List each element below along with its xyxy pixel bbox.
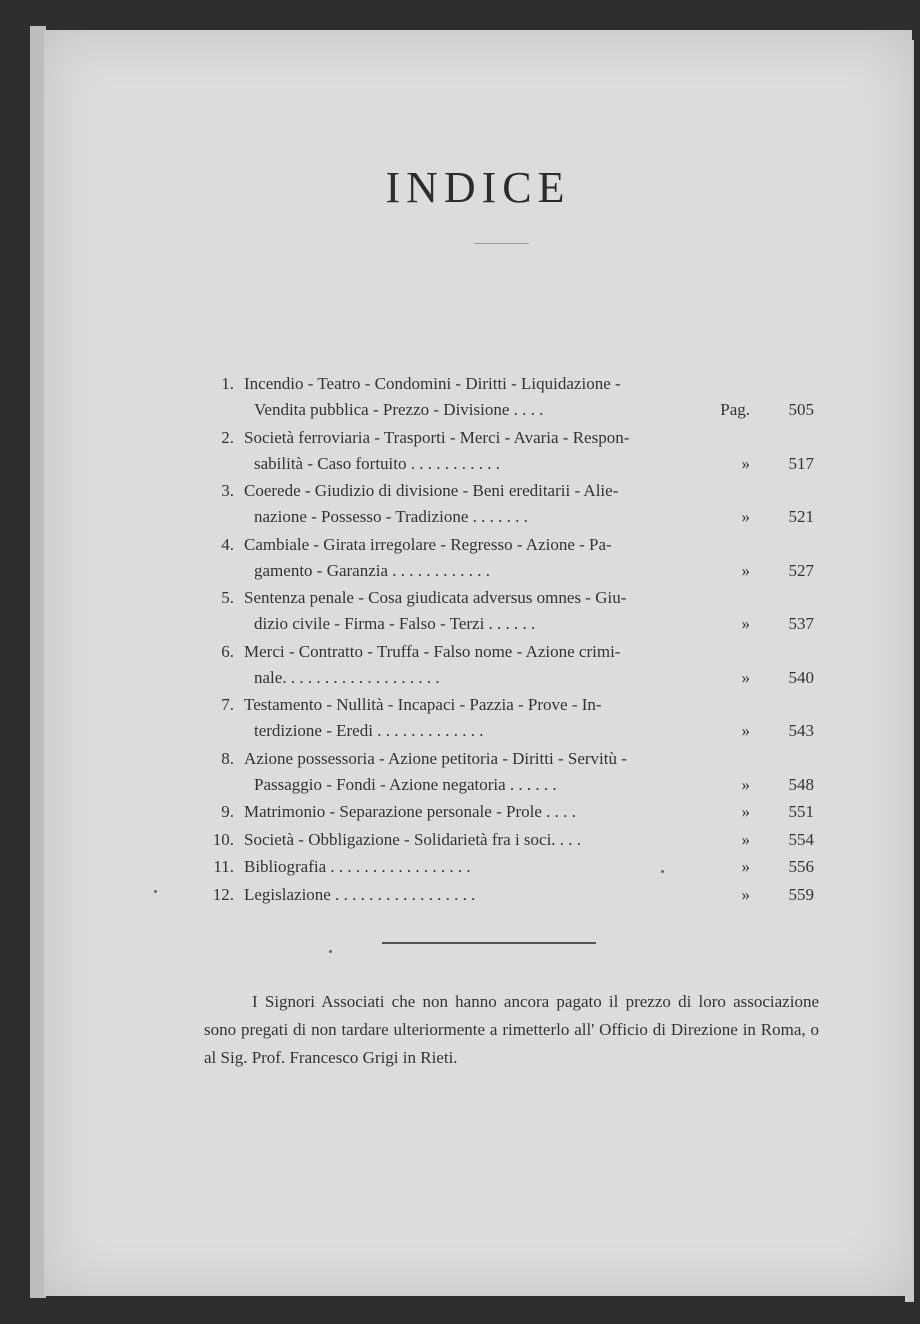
toc-line [204, 397, 814, 423]
toc-entry [204, 854, 814, 880]
print-speck [661, 870, 664, 873]
toc-line [204, 854, 814, 880]
toc-entry-text-continued: dizio civile - Firma - Falso - Terzi . . . . . . [254, 614, 536, 633]
toc-page-number: 517 [788, 453, 814, 473]
toc-entry [204, 746, 814, 798]
toc-entry [204, 827, 814, 853]
toc-line [204, 718, 814, 744]
toc-page-marker: » [741, 614, 750, 633]
toc-entry-number: 10. [212, 829, 234, 849]
toc-line [204, 425, 814, 451]
toc-page-number: 543 [788, 721, 814, 740]
toc-entry-text: Società ferroviaria - Trasporti - Merci - Avaria - Respon- [244, 427, 630, 447]
toc-page-number: 551 [788, 802, 814, 821]
subscription-notice: I Signori Associati che non hanno ancora pagato il prezzo di loro associazione sono pregati di non tardare ulteriormente a rimetterlo all' Officio di Direzione in Roma, o al Sig. Prof. Francesco Grigi in Rieti. [204, 992, 819, 1067]
toc-page-marker: » [741, 721, 750, 740]
toc-page-marker: » [741, 453, 750, 473]
toc-entry-text: Sentenza penale - Cosa giudicata adversus omnes - Giu- [244, 588, 627, 607]
toc-page-marker: » [741, 774, 750, 794]
toc-entry-text: Bibliografia . . . . . . . . . . . . . . . . . [244, 857, 471, 876]
toc-line [204, 532, 814, 558]
toc-line [204, 611, 814, 637]
toc-entry [204, 692, 814, 744]
toc-page-number: 521 [788, 507, 814, 526]
toc-entry-number: 1. [221, 374, 234, 393]
toc-entry-text: Coerede - Giudizio di divisione - Beni ereditarii - Alie- [244, 481, 619, 500]
toc-entry-text-continued: Vendita pubblica - Prezzo - Divisione . . . . [254, 400, 544, 419]
toc-page-marker: » [741, 857, 750, 876]
toc-line [204, 639, 814, 665]
toc-page-number: 527 [788, 560, 814, 580]
toc-entry-text-continued: nale. . . . . . . . . . . . . . . . . . . [254, 667, 440, 687]
toc-line [204, 772, 814, 798]
toc-line [204, 478, 814, 504]
print-speck [329, 950, 332, 953]
toc-line [204, 665, 814, 691]
toc-entry-text-continued: gamento - Garanzia . . . . . . . . . . . . [254, 560, 491, 580]
toc-entry-number: 9. [221, 802, 234, 821]
toc-page-number: 554 [788, 829, 814, 849]
toc-line [204, 558, 814, 584]
toc-entry-number: 12. [212, 884, 234, 904]
toc-line [204, 746, 814, 772]
toc-entry-text-continued: Passaggio - Fondi - Azione negatoria . . . . . . [254, 774, 557, 794]
toc-entry [204, 799, 814, 825]
table-of-contents [204, 371, 814, 909]
toc-page-marker: » [741, 667, 750, 687]
section-divider [382, 942, 596, 944]
title-divider [474, 243, 529, 244]
toc-entry-text: Società - Obbligazione - Solidarietà fra i soci. . . . [244, 829, 582, 849]
page-title: INDICE [385, 163, 571, 212]
toc-entry-text-continued: nazione - Possesso - Tradizione . . . . . . . [254, 507, 528, 526]
toc-entry [204, 425, 814, 477]
toc-entry-text-continued: sabilità - Caso fortuito . . . . . . . . . . . [254, 453, 501, 473]
toc-entry-number: 11. [213, 857, 234, 876]
toc-page-marker: » [741, 507, 750, 526]
toc-page-marker: » [741, 884, 750, 904]
toc-entry-number: 8. [221, 748, 234, 768]
toc-entry-text: Matrimonio - Separazione personale - Prole . . . . [244, 802, 576, 821]
toc-line [204, 451, 814, 477]
toc-page-marker: » [741, 829, 750, 849]
toc-entry [204, 882, 814, 908]
print-speck [154, 890, 157, 893]
toc-page-marker: » [741, 802, 750, 821]
toc-page-number: 537 [788, 614, 814, 633]
toc-entry-number: 4. [221, 534, 234, 554]
toc-line [204, 827, 814, 853]
toc-entry [204, 371, 814, 423]
toc-entry-text: Cambiale - Girata irregolare - Regresso - Azione - Pa- [244, 534, 612, 554]
toc-entry [204, 585, 814, 637]
toc-page-number: 559 [788, 884, 814, 904]
toc-line [204, 585, 814, 611]
toc-page-marker: » [741, 560, 750, 580]
toc-page-number: 548 [788, 774, 814, 794]
toc-entry-text: Merci - Contratto - Truffa - Falso nome - Azione crimi- [244, 641, 621, 661]
toc-entry-text: Testamento - Nullità - Incapaci - Pazzia - Prove - In- [244, 695, 602, 714]
toc-entry-number: 6. [221, 641, 234, 661]
toc-line [204, 692, 814, 718]
toc-line [204, 504, 814, 530]
toc-page-number: 505 [788, 400, 814, 419]
toc-entry-text: Incendio - Teatro - Condomini - Diritti - Liquidazione - [244, 374, 621, 393]
toc-page-number: 540 [788, 667, 814, 687]
toc-line [204, 799, 814, 825]
toc-page-number: 556 [788, 857, 814, 876]
toc-entry-text: Legislazione . . . . . . . . . . . . . . . . . [244, 884, 476, 904]
toc-entry-number: 5. [221, 588, 234, 607]
toc-entry [204, 478, 814, 530]
toc-entry [204, 639, 814, 691]
toc-entry [204, 532, 814, 584]
toc-page-marker: Pag. [720, 400, 750, 419]
toc-entry-text: Azione possessoria - Azione petitoria - Diritti - Servitù - [244, 748, 627, 768]
toc-line [204, 882, 814, 908]
document-page [44, 30, 912, 1296]
toc-entry-number: 2. [221, 427, 234, 447]
toc-entry-text-continued: terdizione - Eredi . . . . . . . . . . . . . [254, 721, 484, 740]
toc-line [204, 371, 814, 397]
toc-entry-number: 3. [221, 481, 234, 500]
toc-entry-number: 7. [221, 695, 234, 714]
